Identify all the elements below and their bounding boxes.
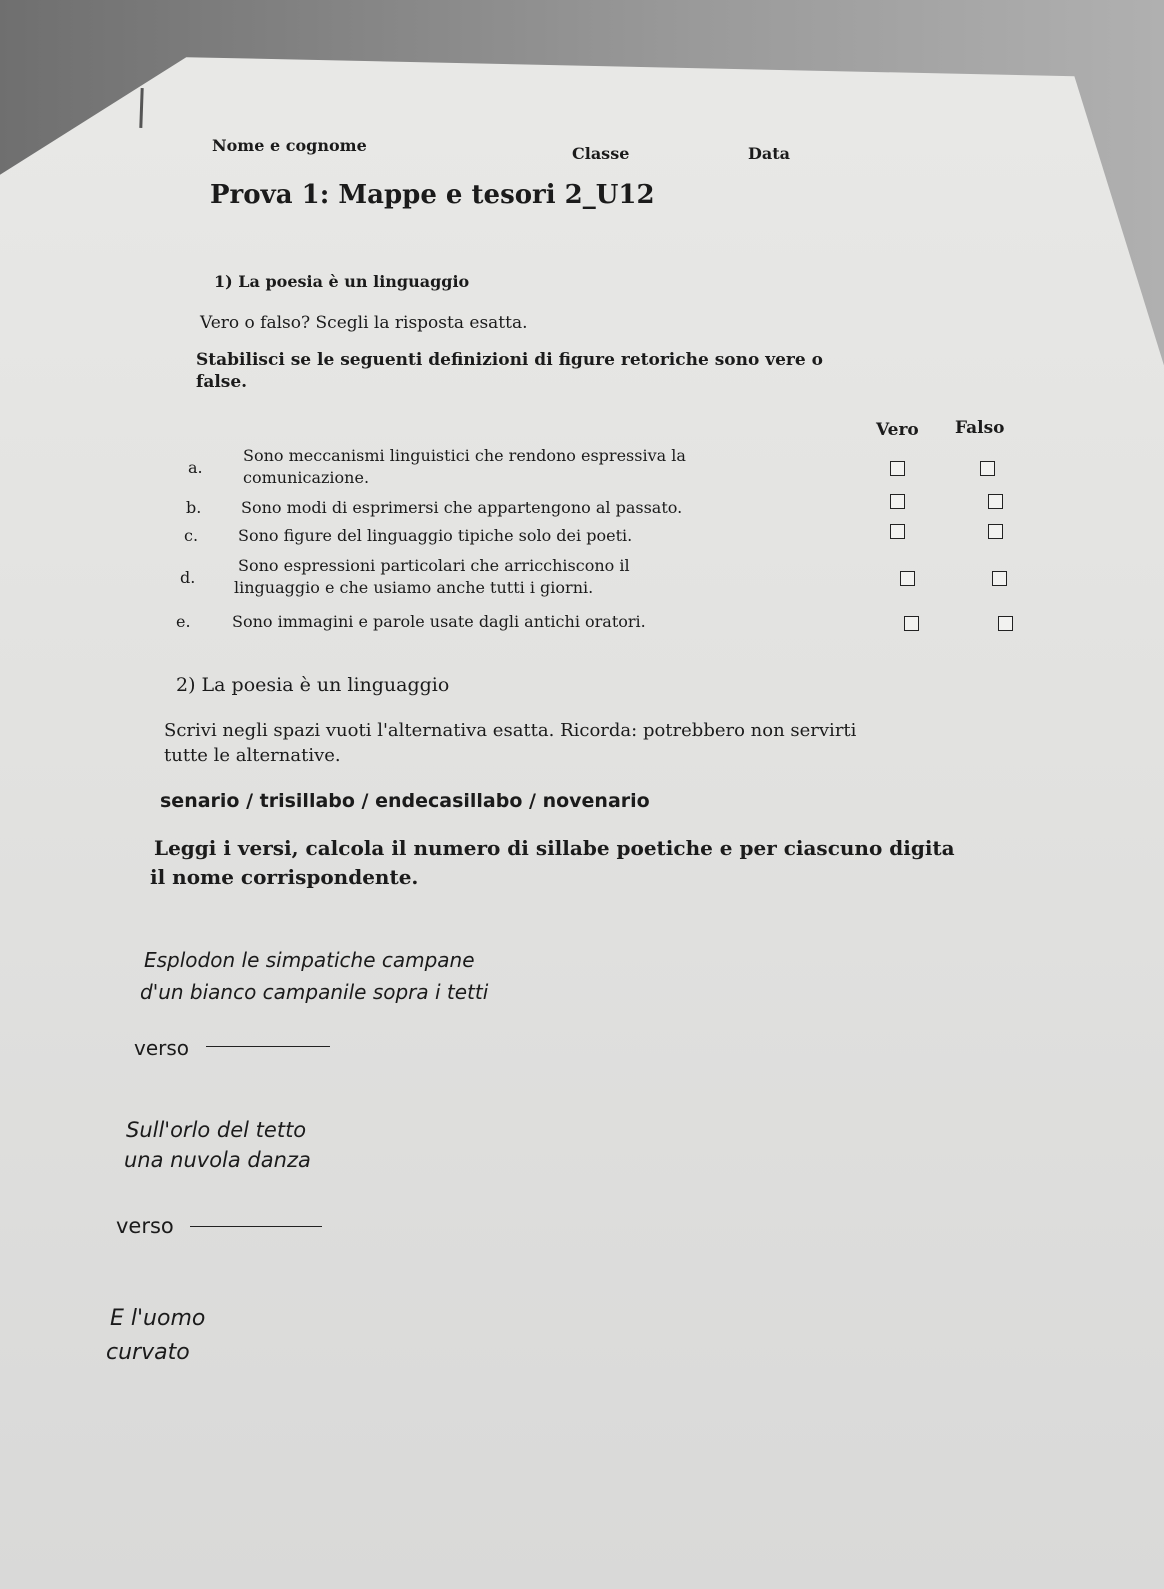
- item-e-true-checkbox[interactable]: [904, 616, 919, 631]
- page-title: Prova 1: Mappe e tesori 2_U12: [210, 180, 655, 210]
- verse-2-answer-field[interactable]: [190, 1226, 322, 1227]
- item-d-true-checkbox[interactable]: [900, 571, 915, 586]
- q1-instruction-2: false.: [196, 372, 248, 392]
- verse-3-line-2: curvato: [106, 1340, 190, 1365]
- date-label: Data: [748, 144, 790, 163]
- item-b-text: Sono modi di esprimersi che appartengono al passato.: [241, 498, 683, 517]
- q2-task-1: Leggi i versi, calcola il numero di sillabe poetiche e per ciascuno digita: [154, 836, 955, 860]
- class-label: Classe: [572, 144, 630, 163]
- verse-3-line-1: E l'uomo: [110, 1306, 206, 1331]
- item-c-true-checkbox[interactable]: [890, 524, 905, 539]
- item-c-text: Sono figure del linguaggio tipiche solo dei poeti.: [238, 526, 633, 545]
- q2-task-2: il nome corrispondente.: [150, 865, 419, 889]
- item-e-false-checkbox[interactable]: [998, 616, 1013, 631]
- q2-heading: 2) La poesia è un linguaggio: [176, 674, 450, 696]
- item-c-letter: c.: [184, 526, 199, 545]
- verse-1-line-2: d'un bianco campanile sopra i tetti: [140, 980, 489, 1004]
- item-a-text-1: Sono meccanismi linguistici che rendono espressiva la: [243, 446, 686, 465]
- item-b-letter: b.: [186, 498, 202, 517]
- item-d-text-1: Sono espressioni particolari che arricchiscono il: [238, 556, 630, 575]
- q1-instruction-1: Stabilisci se le seguenti definizioni di figure retoriche sono vere o: [196, 350, 823, 370]
- q2-options: senario / trisillabo / endecasillabo / novenario: [160, 790, 650, 812]
- item-a-false-checkbox[interactable]: [980, 461, 995, 476]
- item-e-letter: e.: [176, 612, 191, 631]
- item-a-text-2: comunicazione.: [243, 468, 370, 487]
- verse-1-answer-field[interactable]: [206, 1046, 330, 1047]
- q2-instruction-1: Scrivi negli spazi vuoti l'alternativa esatta. Ricorda: potrebbero non servirti: [164, 720, 857, 741]
- verse-2-line-2: una nuvola danza: [124, 1148, 311, 1172]
- col-true-header: Vero: [876, 420, 919, 440]
- verse-1-line-1: Esplodon le simpatiche campane: [144, 948, 475, 972]
- col-false-header: Falso: [955, 418, 1005, 438]
- item-a-letter: a.: [188, 458, 203, 477]
- verse-2-line-1: Sull'orlo del tetto: [126, 1118, 307, 1142]
- q2-instruction-2: tutte le alternative.: [164, 745, 341, 766]
- q1-heading: 1) La poesia è un linguaggio: [214, 272, 470, 291]
- item-b-true-checkbox[interactable]: [890, 494, 905, 509]
- q1-subheading: Vero o falso? Scegli la risposta esatta.: [200, 313, 528, 333]
- item-b-false-checkbox[interactable]: [988, 494, 1003, 509]
- item-d-text-2: linguaggio e che usiamo anche tutti i giorni.: [234, 578, 594, 597]
- verse-1-answer-label: verso: [134, 1036, 190, 1060]
- name-label: Nome e cognome: [212, 136, 367, 155]
- item-c-false-checkbox[interactable]: [988, 524, 1003, 539]
- item-d-letter: d.: [180, 568, 196, 587]
- verse-2-answer-label: verso: [116, 1214, 174, 1238]
- item-a-true-checkbox[interactable]: [890, 461, 905, 476]
- item-d-false-checkbox[interactable]: [992, 571, 1007, 586]
- item-e-text: Sono immagini e parole usate dagli antichi oratori.: [232, 612, 646, 631]
